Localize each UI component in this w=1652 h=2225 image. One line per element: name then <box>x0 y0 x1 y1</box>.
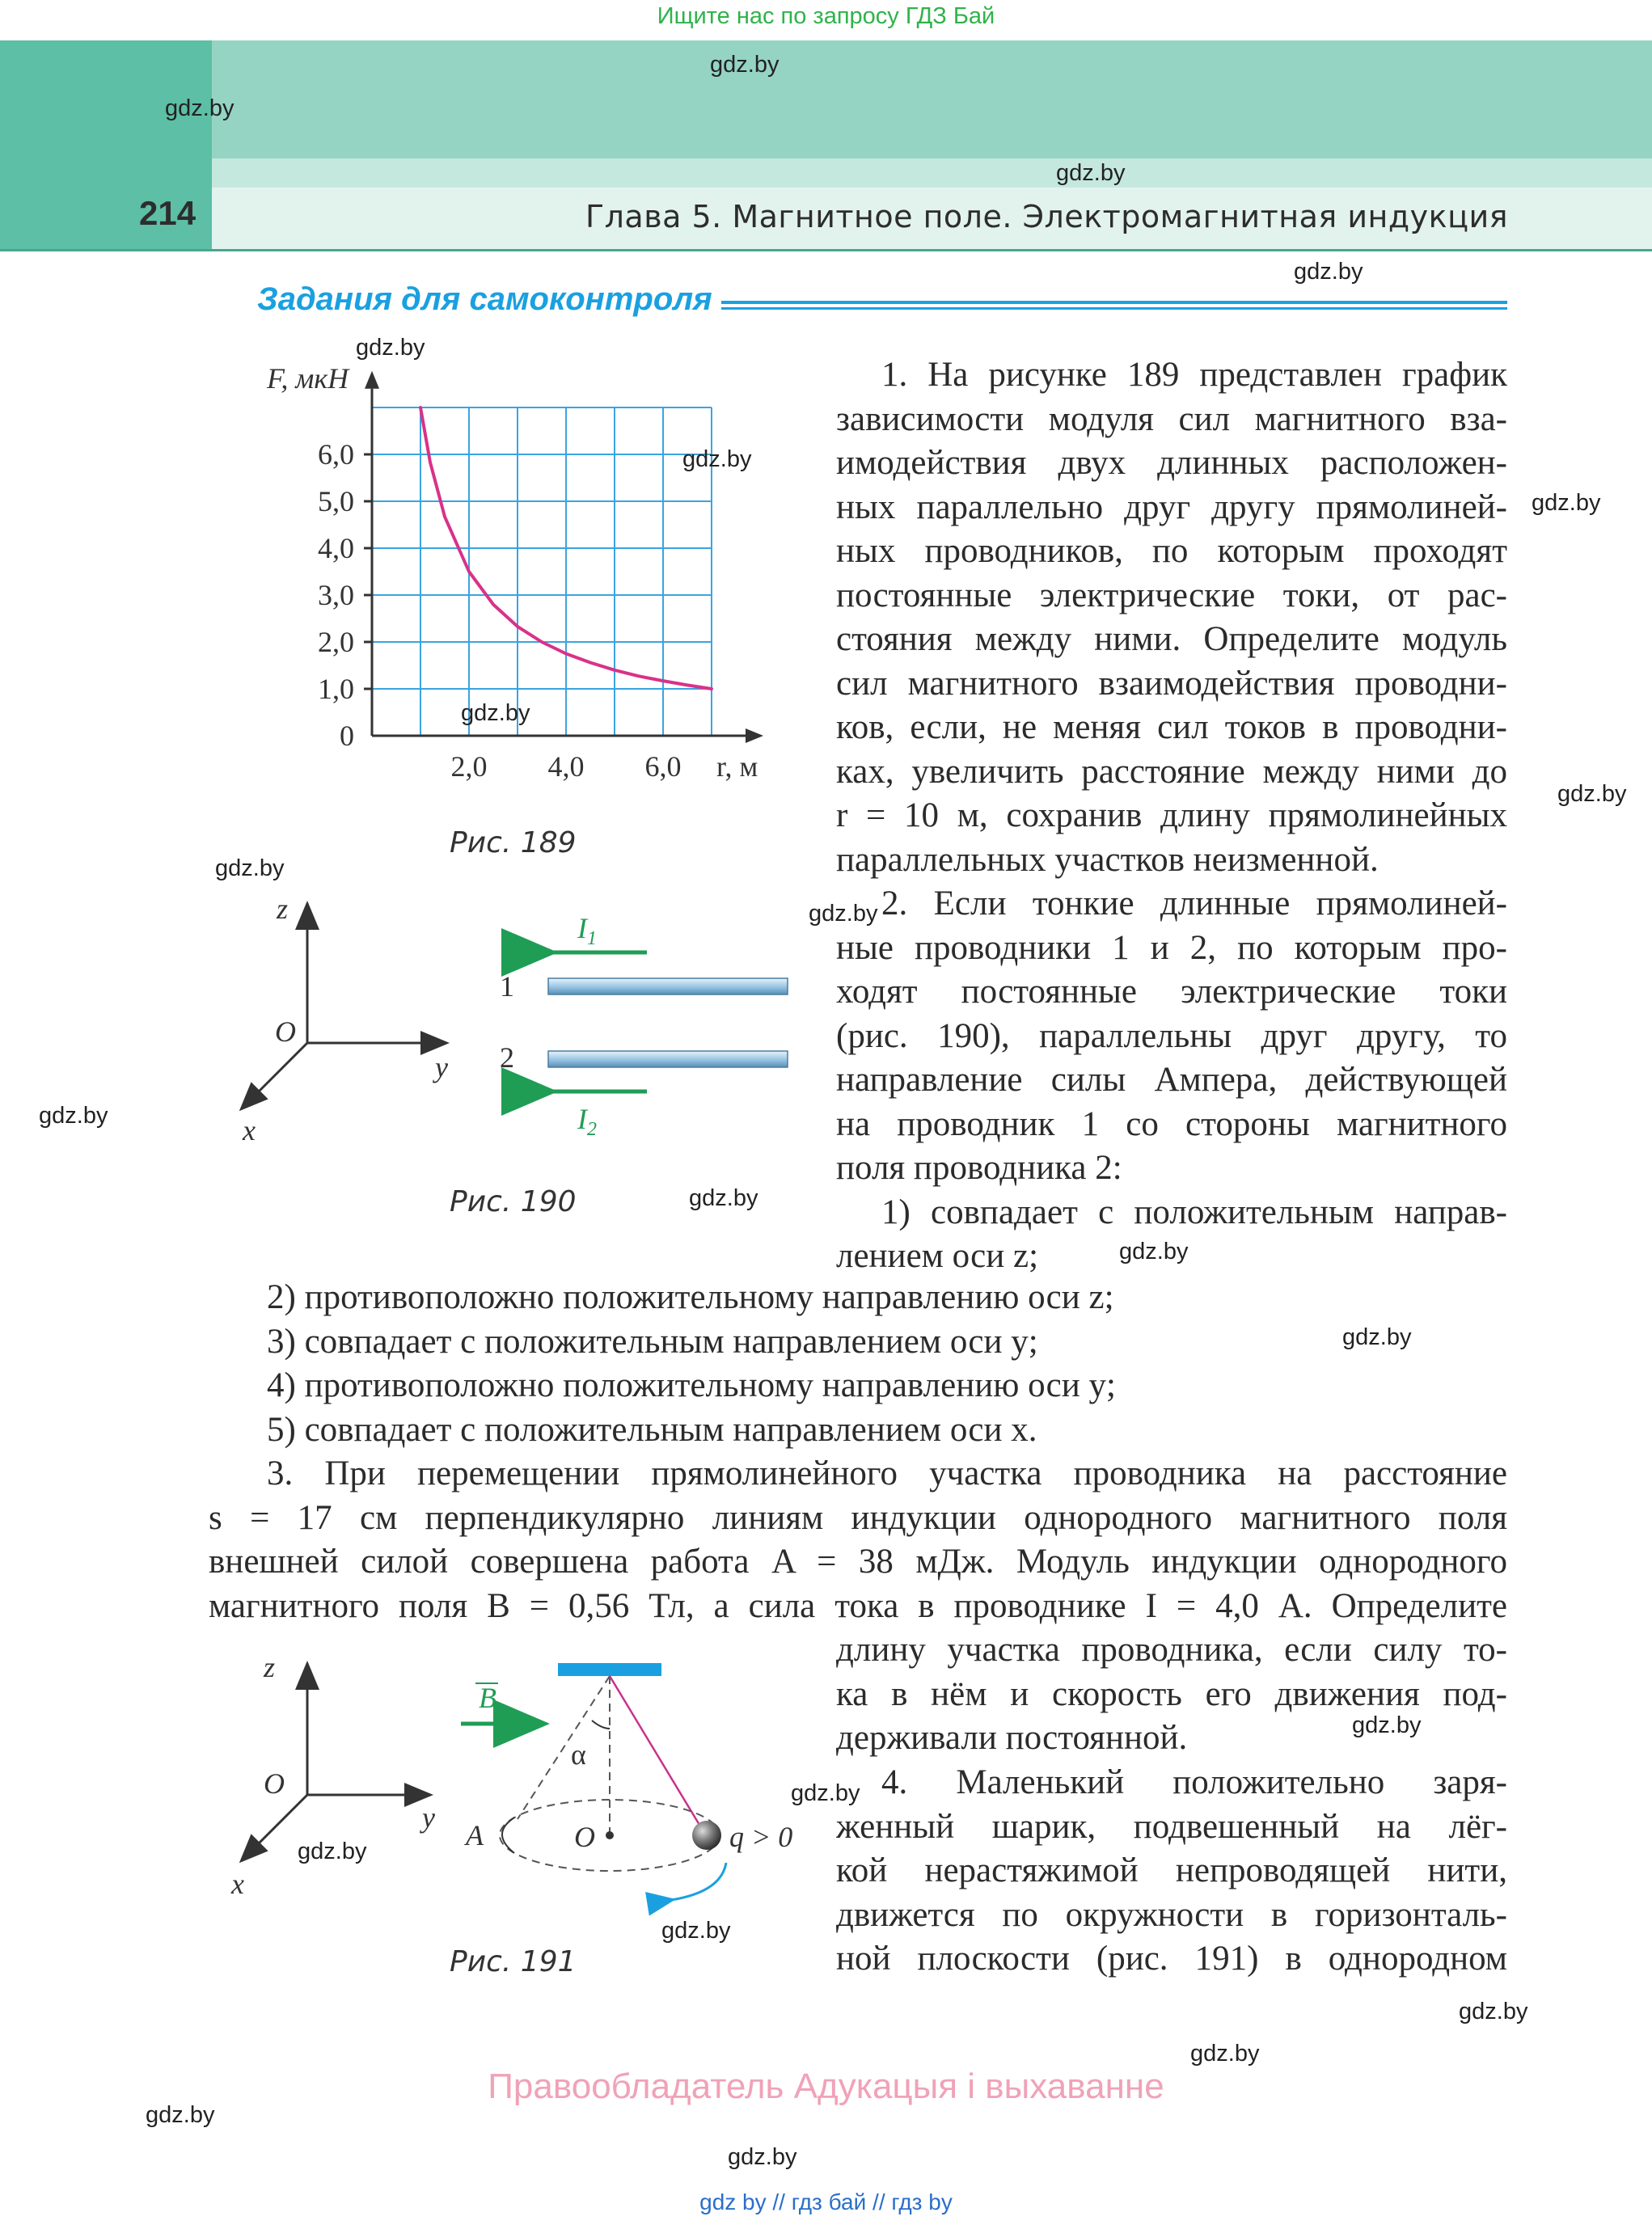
problem-2-line: ходят постоянные электрические токи <box>836 973 1507 1011</box>
point-a-label: A <box>466 1819 484 1851</box>
fig189-chart <box>243 356 792 792</box>
watermark: gdz.by <box>39 1103 108 1129</box>
problem-2-line: на проводник 1 со стороны магнитного <box>836 1104 1507 1143</box>
problem-1-line: параллельных участков неизменной. <box>836 840 1379 879</box>
watermark: gdz.by <box>710 52 780 78</box>
problem-1-line: r = 10 м, сохранив длину прямолинейных <box>836 796 1507 834</box>
orbit-center-dot <box>606 1831 614 1839</box>
fig190-caption: Рис. 190 <box>450 1185 577 1218</box>
axis-z-label: z <box>264 1651 276 1683</box>
axis-y-label: y <box>422 1801 435 1834</box>
problem-3-line: магнитного поля B = 0,56 Тл, а сила тока в проводнике I = 4,0 А. Определите <box>209 1586 1507 1625</box>
problem-4-line: женный шарик, подвешенный на лёг- <box>836 1807 1507 1846</box>
y-tick-label: 3,0 <box>318 579 354 611</box>
problem-1-line: ков, если, не меняя сил токов в проводни- <box>836 708 1507 746</box>
fig190-diagram <box>218 889 801 1148</box>
page-number: 214 <box>139 194 196 232</box>
y-tick-label: 2,0 <box>318 626 354 658</box>
problem-1-line: зависимости модуля сил магнитного вза- <box>836 399 1507 438</box>
fig189-caption: Рис. 189 <box>450 826 577 859</box>
problem-3-line: s = 17 см перпендикулярно линиям индукции однородного магнитного поля <box>209 1498 1507 1537</box>
center-label: O <box>574 1821 595 1853</box>
wire-2 <box>548 1051 788 1067</box>
problem-1-line: имодействия двух длинных расположен- <box>836 444 1507 482</box>
wire-1-label: 1 <box>500 970 514 1003</box>
problem-1-line: сил магнитного взаимодействия проводни- <box>836 664 1507 703</box>
watermark: gdz.by <box>682 446 752 472</box>
field-b-label: B <box>479 1682 496 1714</box>
problem-3-line: ка в нём и скорость его движения под- <box>836 1674 1507 1713</box>
problem-4-line: кой нерастяжимой непроводящей нити, <box>836 1851 1507 1889</box>
watermark: gdz.by <box>809 901 878 927</box>
x-tick-label: 2,0 <box>450 750 488 783</box>
chapter-title: Глава 5. Магнитное поле. Электромагнитная индукция <box>585 199 1508 234</box>
problem-3-line: 3. При перемещении прямолинейного участка проводника на расстояние <box>267 1454 1507 1492</box>
watermark: gdz.by <box>1119 1239 1189 1264</box>
problem-1-line: ных параллельно друг другу прямолиней- <box>836 488 1507 526</box>
section-rule-2 <box>721 307 1507 310</box>
current-2-label: $I_2$ <box>577 1103 597 1140</box>
problem-1-line: стояния между ними. Определите модуль <box>836 620 1507 658</box>
section-rule <box>721 301 1507 304</box>
top-search-link[interactable]: Ищите нас по запросу ГДЗ Бай <box>657 3 995 29</box>
motion-arrow <box>671 1863 726 1900</box>
problem-2-option-line: 3) совпадает с положительным направлением оси y; <box>267 1322 1038 1361</box>
y-tick-label: 6,0 <box>318 438 354 471</box>
problem-2-line: лением оси z; <box>836 1237 1039 1275</box>
y-tick-label: 0 <box>340 720 354 752</box>
rights-holder: Правообладатель Адукацыя і выхаванне <box>488 2067 1164 2106</box>
problem-2-option-line: 4) противоположно положительному направлению оси y; <box>267 1366 1116 1404</box>
axis-x-line <box>243 1043 307 1108</box>
watermark: gdz.by <box>356 335 425 361</box>
problem-4-line: 4. Маленький положительно заря- <box>881 1763 1507 1801</box>
axis-x-label: x <box>243 1114 256 1146</box>
chart-grid <box>372 407 712 736</box>
problem-4-line: движется по окружности в горизонталь- <box>836 1895 1507 1934</box>
problem-3-line: внешней силой совершена работа A = 38 мДж. Модуль индукции однородного <box>209 1543 1507 1581</box>
problem-1-line: 1. На рисунке 189 представлен график <box>881 356 1507 394</box>
watermark: gdz.by <box>1532 490 1601 516</box>
watermark: gdz.by <box>1190 2041 1260 2067</box>
x-tick-label: 4,0 <box>547 750 585 783</box>
problem-2-option-line: 5) совпадает с положительным направлением оси x. <box>267 1410 1037 1449</box>
origin-label: O <box>264 1767 285 1800</box>
watermark: gdz.by <box>791 1780 860 1806</box>
problem-4-line: ной плоскости (рис. 191) в однородном <box>836 1940 1507 1978</box>
axis-y-label: y <box>435 1051 448 1083</box>
watermark: gdz.by <box>1056 160 1126 186</box>
watermark: gdz.by <box>215 855 285 881</box>
watermark: gdz.by <box>728 2144 797 2170</box>
watermark: gdz.by <box>1294 259 1363 285</box>
y-tick-label: 4,0 <box>318 532 354 564</box>
point-a-arc <box>502 1818 514 1853</box>
wire-2-label: 2 <box>500 1041 514 1074</box>
y-tick-label: 5,0 <box>318 485 354 517</box>
watermark: gdz.by <box>689 1185 758 1211</box>
charge-label: q > 0 <box>729 1821 793 1853</box>
watermark: gdz.by <box>461 700 530 726</box>
watermark: gdz.by <box>146 2102 215 2128</box>
watermark: gdz.by <box>1352 1712 1422 1738</box>
fig191-caption: Рис. 191 <box>450 1945 577 1978</box>
problem-2-line: ные проводники 1 и 2, по которым про- <box>836 928 1507 967</box>
header-rule <box>0 249 1652 251</box>
chart-ylabel: F, мкН <box>267 362 349 395</box>
header-band-pale <box>212 158 1652 188</box>
thread <box>610 1676 707 1837</box>
problem-3-line: длину участка проводника, если силу то- <box>836 1631 1507 1669</box>
problem-2-line: 1) совпадает с положительным направ- <box>881 1193 1507 1231</box>
fig191-diagram <box>218 1649 817 1948</box>
problem-3-line: держивали постоянной. <box>836 1719 1188 1757</box>
problem-1-line: ных проводников, по которым проходят <box>836 532 1507 570</box>
x-axis-arrow <box>746 728 763 743</box>
axis-z-label: z <box>277 893 289 925</box>
origin-label: O <box>275 1015 296 1048</box>
suspension-bar <box>558 1663 661 1676</box>
section-title: Задания для самоконтроля <box>257 281 712 317</box>
chart-xlabel: r, м <box>716 750 758 783</box>
problem-1-line: ках, увеличить расстояние между ними до <box>836 752 1507 791</box>
footer-links[interactable]: gdz by // гдз бай // гдз by <box>699 2189 953 2214</box>
problem-2-option-line: 2) противоположно положительному направлению оси z; <box>267 1278 1114 1316</box>
wire-1 <box>548 978 788 994</box>
problem-2-line: 2. Если тонкие длинные прямолиней- <box>881 885 1507 923</box>
angle-arc <box>592 1720 610 1729</box>
angle-label: α <box>571 1738 586 1771</box>
current-1-label: $I_1$ <box>577 912 597 949</box>
watermark: gdz.by <box>1342 1324 1412 1350</box>
watermark: gdz.by <box>298 1839 367 1864</box>
y-tick-label: 1,0 <box>318 673 354 705</box>
problem-2-line: поля проводника 2: <box>836 1149 1122 1187</box>
problem-1-line: постоянные электрические токи, от рас- <box>836 576 1507 614</box>
charged-ball <box>692 1821 721 1850</box>
watermark: gdz.by <box>1459 1999 1528 2024</box>
watermark: gdz.by <box>661 1918 731 1944</box>
watermark: gdz.by <box>1557 781 1627 807</box>
thread-dashed <box>518 1676 610 1819</box>
problem-2-line: направление силы Ампера, действующей <box>836 1061 1507 1099</box>
problem-2-line: (рис. 190), параллельны друг другу, то <box>836 1016 1507 1055</box>
y-axis-arrow <box>365 371 379 389</box>
x-tick-label: 6,0 <box>644 750 682 783</box>
watermark: gdz.by <box>165 95 234 121</box>
axis-x-label: x <box>231 1868 244 1900</box>
header-band <box>212 40 1652 158</box>
